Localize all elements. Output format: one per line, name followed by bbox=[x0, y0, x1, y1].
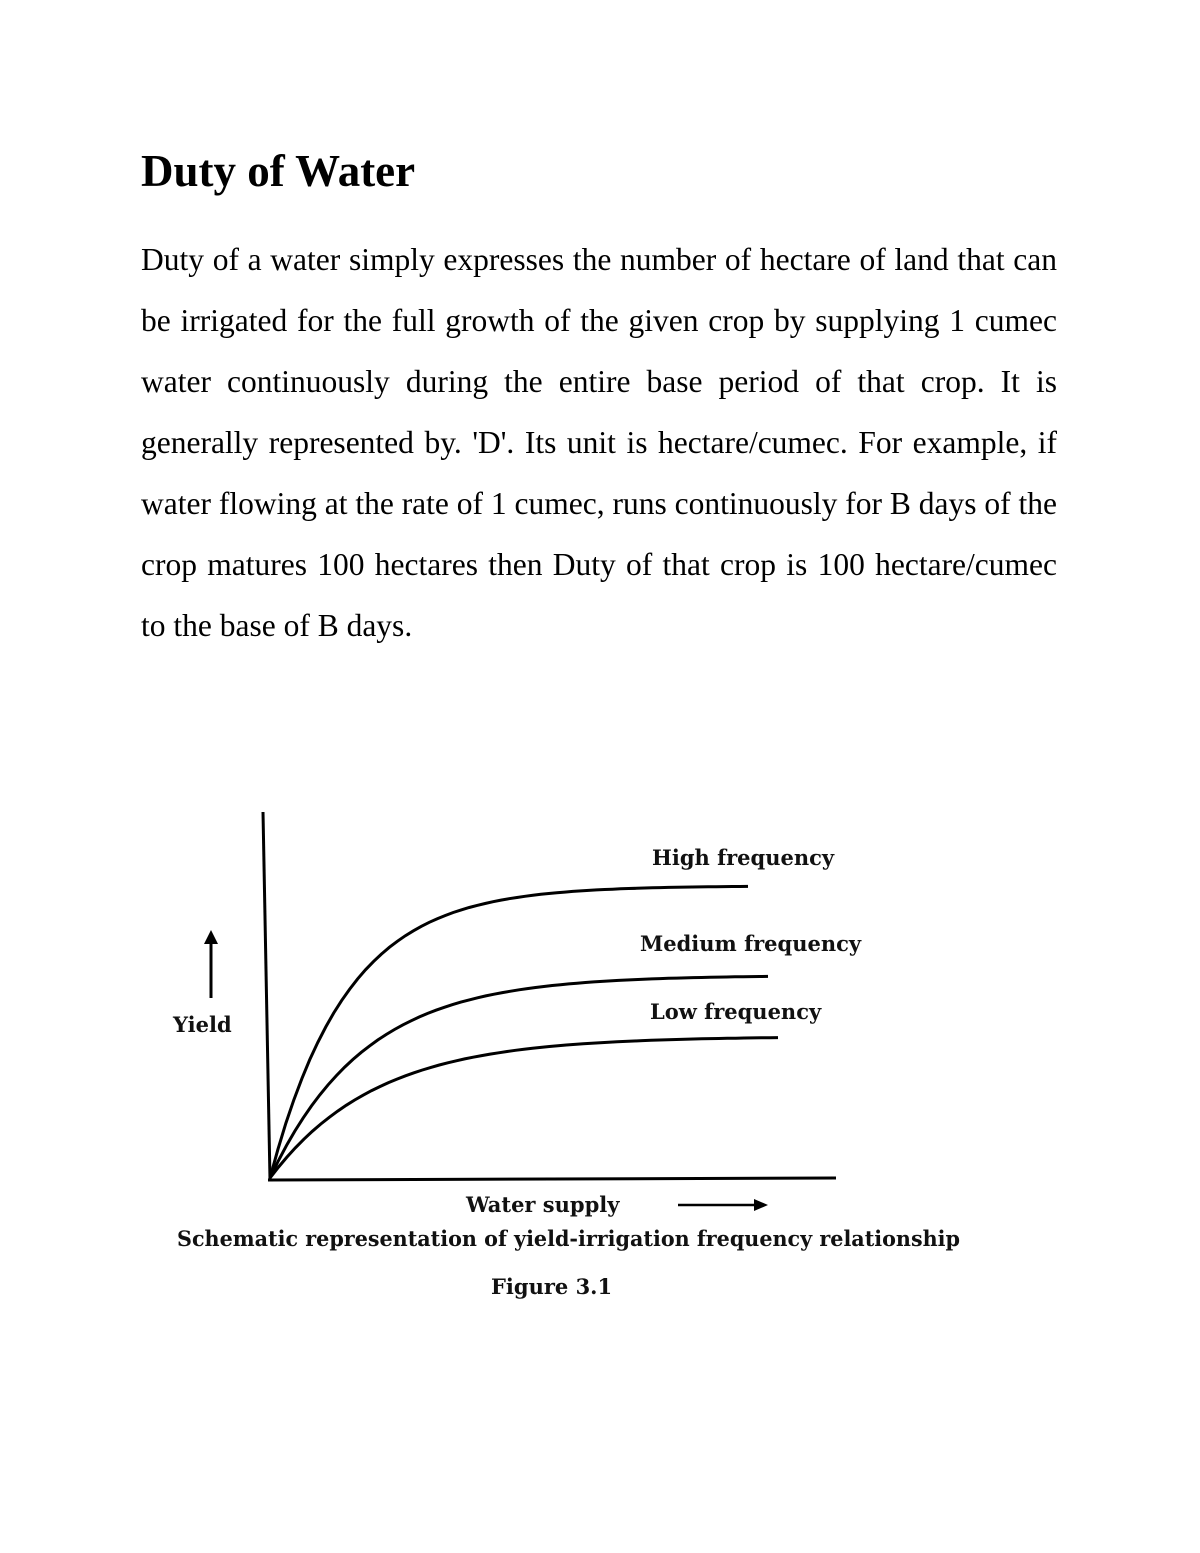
water-supply-arrow-icon bbox=[678, 1199, 768, 1211]
body-paragraph: Duty of a water simply expresses the number of hectare of land that can be irrigated for the full growth of the given crop by supplying 1 cumec water continuously during the entire base period of that crop. It is generally represented by. 'D'. Its unit is hectare/cumec. For example, if water flowing at the rate of 1 cumec, runs continuously for B days of the crop matures 100 hectares then Duty of that crop is 100 hectare/cumec to the base of B days. bbox=[141, 242, 1057, 643]
figure-number: Figure 3.1 bbox=[491, 1274, 613, 1299]
x-axis bbox=[268, 1178, 836, 1180]
curve-low bbox=[270, 1038, 778, 1178]
yield-arrow-icon bbox=[204, 930, 218, 998]
y-axis bbox=[263, 812, 270, 1180]
curve-label-high: High frequency bbox=[652, 845, 835, 870]
figure-caption: Schematic representation of yield-irrigation frequency relationship bbox=[177, 1226, 960, 1251]
y-axis-label: Yield bbox=[173, 1012, 232, 1037]
curve-label-low: Low frequency bbox=[650, 999, 822, 1024]
x-axis-label: Water supply bbox=[466, 1192, 620, 1217]
curve-label-medium: Medium frequency bbox=[640, 931, 862, 956]
page-title: Duty of Water bbox=[141, 146, 416, 196]
